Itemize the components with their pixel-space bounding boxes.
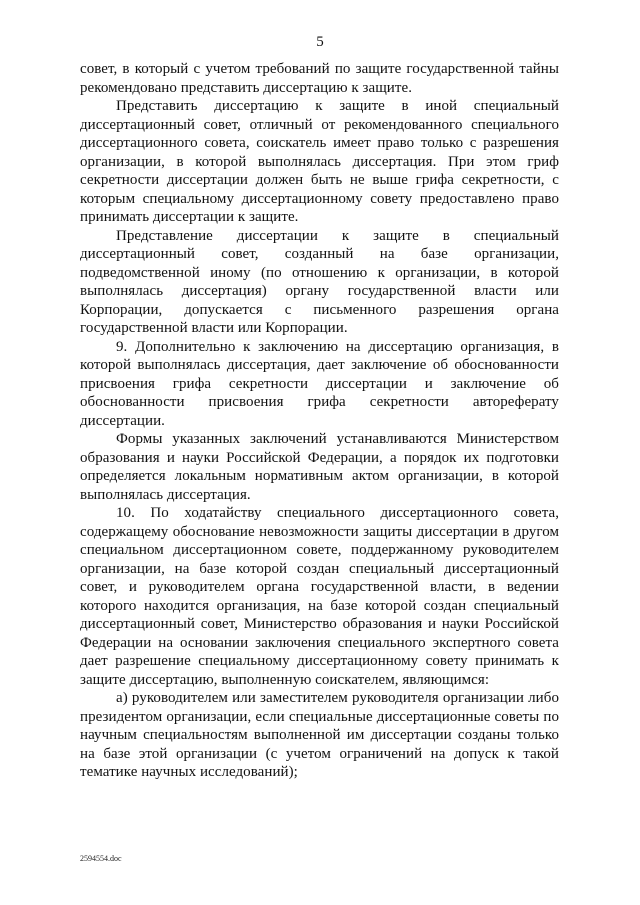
paragraph-alternative-council: Представить диссертацию к защите в иной специальный диссертационный совет, отличный от рекомендованного специального диссертационного совета, соискатель имеет право только с разрешения организации, в которой выполнялась диссертация. При этом гриф секретности диссертации должен быть не выше грифа секретности, с которым специальному диссертационному совету предоставлено право принимать диссертации к защите.	[80, 98, 559, 225]
paragraph-forms: Формы указанных заключений устанавливаются Министерством образования и науки Российской Федерации, а порядок их подготовки определяется локальным нормативным актом организации, в которой выполнялась диссертация.	[80, 431, 559, 503]
paragraph-subordinate-organization: Представление диссертации к защите в специальный диссертационный совет, созданный на базе организации, подведомственной иному (по отношению к организации, в которой выполнялась диссертация) органу государственной власти или Корпорации, допускается с письменного разрешения органа государственной власти или Корпорации.	[80, 227, 559, 336]
footer-filename: 2594554.doc	[80, 854, 122, 863]
paragraph-subitem-a: а) руководителем или заместителем руководителя организации либо президентом организации, если специальные диссертационные советы по научным специальностям выполненной им диссертации созданы только на базе этой организации (с учетом ограничений на допуск к такой тематике научных исследований);	[80, 690, 559, 780]
paragraph-item-9: 9. Дополнительно к заключению на диссертацию организация, в которой выполнялась диссертация, дает заключение об обоснованности присвоения грифа секретности диссертации и заключение об обоснованности присвоения грифа секретности автореферату диссертации.	[80, 338, 559, 429]
document-body	[80, 60, 559, 782]
page-number: 5	[316, 34, 324, 50]
paragraph-item-10: 10. По ходатайству специального диссертационного совета, содержащему обоснование невозможности защиты диссертации в другом специальном диссертационном совете, поддержанному руководителем организации, на базе которой создан специальный диссертационный совет, и руководителем органа государственной власти, в ведении которого находится организация, на базе которой создан специальный диссертационный совет, Министерство образования и науки Российской Федерации на основании заключения специального экспертного совета дает разрешение специальному диссертационному совету принимать к защите диссертацию, выполненную соискателем, являющимся:	[80, 505, 559, 688]
paragraph-continuation: совет, в который с учетом требований по защите государственной тайны рекомендовано представить диссертацию к защите.	[80, 61, 559, 96]
